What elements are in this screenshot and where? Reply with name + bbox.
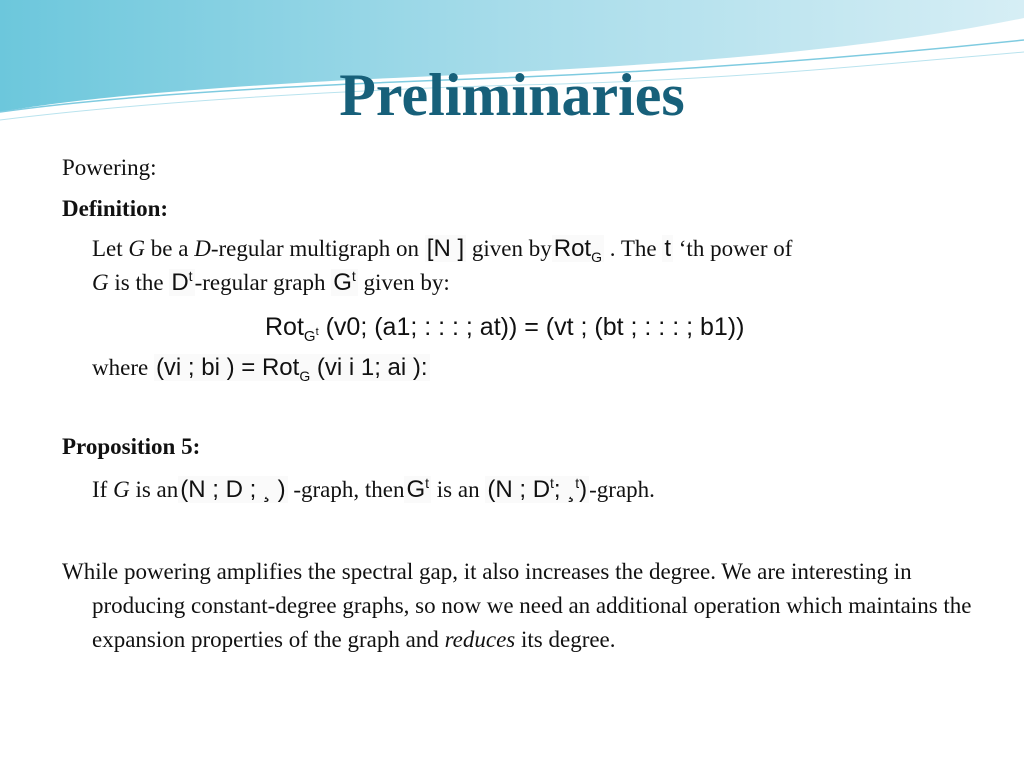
definition-line-2 xyxy=(92,267,450,298)
where-eq-b: (vi i 1; ai ): xyxy=(316,354,428,381)
math-g-power-t xyxy=(331,269,358,296)
tuple-sup: t xyxy=(550,475,554,491)
tuple-mid: ; ¸ xyxy=(553,476,576,503)
def-text: . The xyxy=(609,236,657,261)
closing-text-end: its degree. xyxy=(521,627,616,652)
where-line xyxy=(92,352,430,385)
def-text: given by xyxy=(471,236,552,261)
math-sub: G xyxy=(591,248,602,265)
slide-title: Preliminaries xyxy=(339,62,685,128)
def-var-g: G xyxy=(92,270,109,295)
def-var-g: G xyxy=(128,236,146,261)
closing-emphasis: reduces xyxy=(444,627,516,652)
def-text: -regular graph xyxy=(194,270,326,295)
math-sup: t xyxy=(425,475,430,491)
rotation-equation xyxy=(265,313,744,345)
math-d-power-t xyxy=(169,269,194,296)
prop-var-g: G xyxy=(113,477,130,502)
math-n-set: [N ] xyxy=(426,235,465,262)
math-sup: t xyxy=(351,268,356,284)
math-g: G xyxy=(333,269,352,296)
math-t: t xyxy=(664,235,672,262)
prop-text: -graph. xyxy=(589,477,655,502)
eq-sub xyxy=(304,328,319,345)
def-text: ‘th power of xyxy=(678,236,793,261)
where-label: where xyxy=(92,355,149,380)
math-g: G xyxy=(406,476,426,503)
def-var-d: D xyxy=(194,236,211,261)
eq-rot: Rot xyxy=(265,313,304,341)
math-rot: Rot xyxy=(553,235,592,262)
math-d: D xyxy=(171,269,189,296)
eq-sub-g: G xyxy=(303,328,316,345)
def-text: given by: xyxy=(363,270,450,295)
def-text: is the xyxy=(114,270,164,295)
math-sup: t xyxy=(188,268,193,284)
prop-text: is an xyxy=(135,477,179,502)
math-tuple-2 xyxy=(485,476,589,503)
closing-text: While powering amplifies the spectral gap, it also increases the degree. We are interesting in producing constant-degree graphs, so now we need an additional operation which maintains the expansion properties of the graph and xyxy=(62,559,972,652)
proposition-label: Proposition 5: xyxy=(62,434,201,459)
math-rot-g xyxy=(552,235,604,265)
def-text: be a xyxy=(150,236,189,261)
eq-sub-sup: t xyxy=(315,326,319,338)
def-text: -regular multigraph on xyxy=(210,236,420,261)
math-tuple-1: (N ; D ; ¸ ) xyxy=(180,476,286,503)
prop-text: If xyxy=(92,477,108,502)
where-eq-sub: G xyxy=(299,367,311,384)
definition-line-1 xyxy=(92,233,792,266)
definition-label: Definition: xyxy=(62,196,169,221)
math-g-power-t xyxy=(404,476,431,503)
powering-label: Powering: xyxy=(62,155,157,180)
closing-paragraph xyxy=(62,555,997,657)
where-equation xyxy=(154,354,430,384)
proposition-line xyxy=(92,474,655,505)
tuple-end: ) xyxy=(579,476,588,503)
def-text: Let xyxy=(92,236,123,261)
prop-text: -graph, then xyxy=(293,477,405,502)
where-eq-a: (vi ; bi ) = Rot xyxy=(155,354,300,381)
prop-text: is an xyxy=(436,477,480,502)
tuple-a: (N ; D xyxy=(487,476,551,503)
tuple-sup-2: t xyxy=(575,475,580,491)
eq-rest: (v0; (a1; : : : ; at)) = (vt ; (bt ; : : : ; b1)) xyxy=(325,313,745,341)
